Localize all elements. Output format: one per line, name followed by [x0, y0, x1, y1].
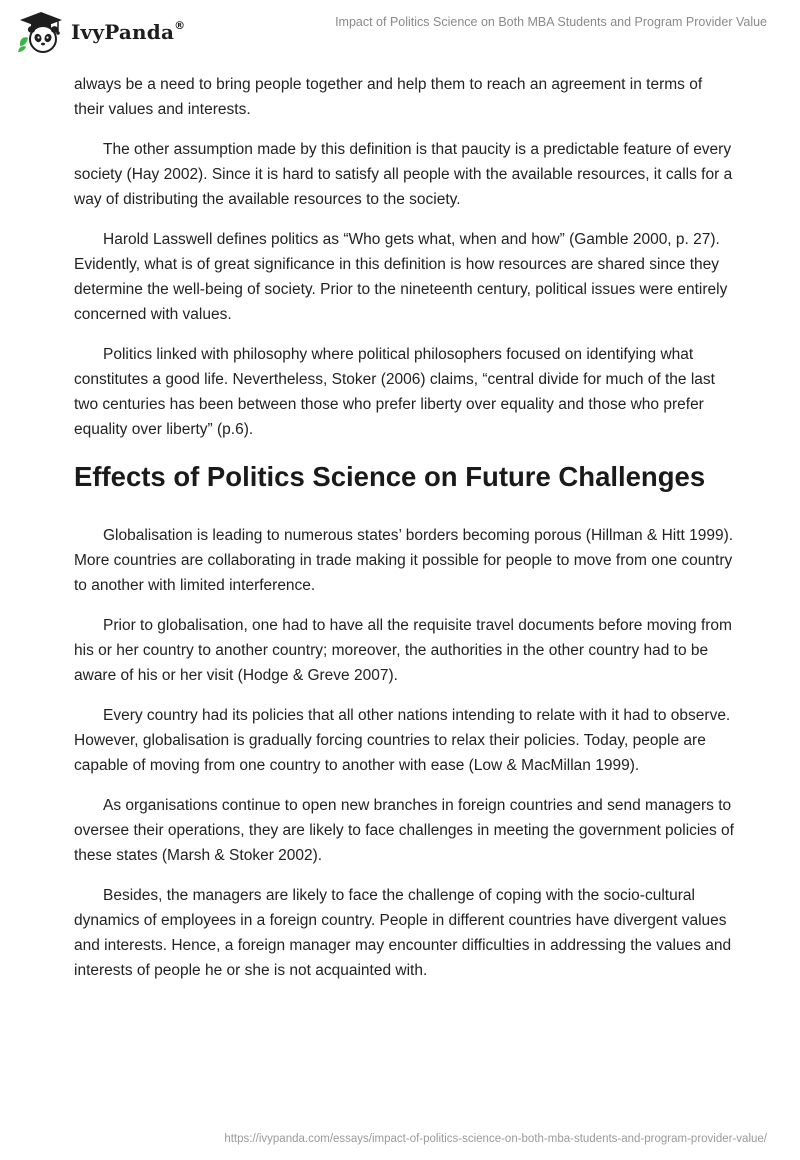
ivypanda-logo[interactable]	[17, 10, 185, 54]
logo-wordmark	[71, 20, 185, 44]
paragraph: Politics linked with philosophy where political philosophers focused on identifying what constitutes a good life. Nevertheless, Stoker (2006) claims, “central divide for much of the last two centuries has been between those who prefer liberty over equality and those who prefer equality over liberty” (p.6).	[74, 346, 715, 438]
paragraph: As organisations continue to open new branches in foreign countries and send managers to oversee their operations, they are likely to face challenges in meeting the government policies of these states (Marsh & Stoker 2002).	[74, 797, 734, 864]
paragraph: Harold Lasswell defines politics as “Who gets what, when and how” (Gamble 2000, p. 27). Evidently, what is of great significance in this definition is how resources are shared since they determine the well-being of society. Prior to the nineteenth century, political issues were entirely concerned with values.	[74, 231, 728, 323]
panda-graduate-icon	[17, 10, 65, 54]
running-title: Impact of Politics Science on Both MBA Students and Program Provider Value	[335, 15, 767, 29]
source-url[interactable]: https://ivypanda.com/essays/impact-of-politics-science-on-both-mba-students-and-program-provider-value/	[224, 1133, 767, 1145]
paragraph: Globalisation is leading to numerous states’ borders becoming porous (Hillman & Hitt 1999). More countries are collaborating in trade making it possible for people to move from one country to another with limited interference.	[74, 527, 734, 594]
paragraph: The other assumption made by this definition is that paucity is a predictable feature of every society (Hay 2002). Since it is hard to satisfy all people with the available resources, it calls for a way of distributing the available resources to the society.	[74, 141, 733, 208]
page-header	[0, 0, 800, 70]
paragraph: Every country had its policies that all other nations intending to relate with it had to observe. However, globalisation is gradually forcing countries to relax their policies. Today, people are capable of moving from one country to another with ease (Low & MacMillan 1999).	[74, 707, 731, 774]
article-body	[74, 72, 734, 998]
paragraph: Prior to globalisation, one had to have all the requisite travel documents before moving from his or her country to another country; moreover, the authorities in the other country had to be aware of his or her visit (Hodge & Greve 2007).	[74, 617, 732, 684]
paragraph: always be a need to bring people together and help them to reach an agreement in terms of their values and interests.	[74, 76, 703, 118]
paragraph: Besides, the managers are likely to face the challenge of coping with the socio-cultural dynamics of employees in a foreign country. People in different countries have divergent values and interests. Hence, a foreign manager may encounter difficulties in addressing the values and interests of people he or she is not acquainted with.	[74, 887, 732, 979]
section-heading: Effects of Politics Science on Future Challenges	[74, 461, 706, 492]
registered-mark: ®	[174, 19, 186, 33]
logo-wordmark-text: IvyPanda	[71, 20, 175, 44]
